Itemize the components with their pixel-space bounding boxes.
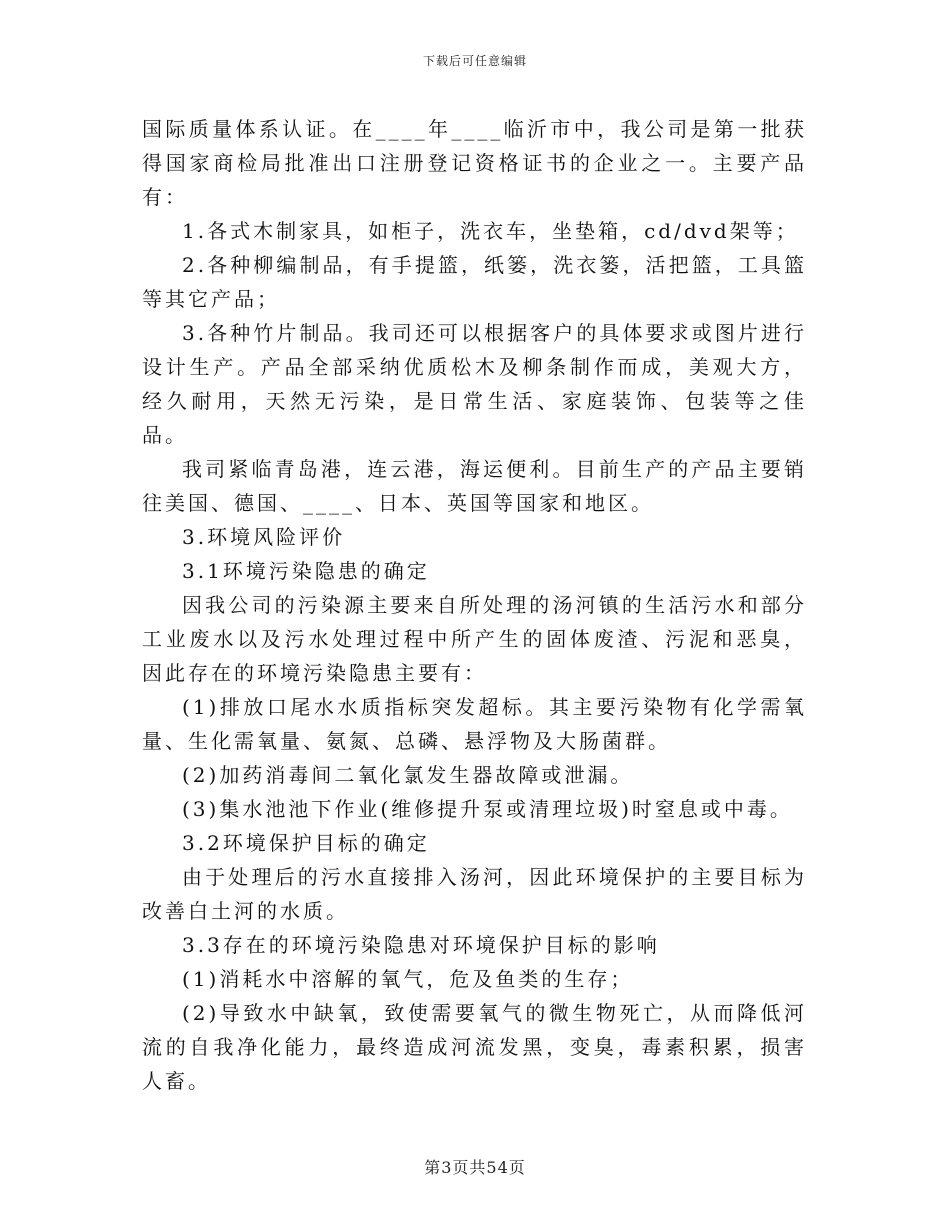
document-body (142, 112, 807, 1098)
section-heading: 3.环境风险评价 (182, 525, 346, 549)
list-item: 3.各种竹片制品。我司还可以根据客户的具体要求或图片进行设计生产。产品全部采纳优质松木及柳条制作而成，美观大方，经久耐用，天然无污染，是日常生活、家庭装饰、包装等之佳品。 (142, 321, 807, 447)
list-item: 1.各式木制家具，如柜子，洗衣车，坐垫箱，cd/dvd架等； (182, 219, 799, 243)
page-footer: 第3页共54页 (424, 1158, 526, 1177)
paragraph: 国际质量体系认证。在____年____临沂市中，我公司是第一批获得国家商检局批准出口注册登记资格证书的企业之一。主要产品有： (142, 117, 807, 209)
subsection-heading: 3.1环境污染隐患的确定 (182, 559, 430, 583)
list-item: (1)消耗水中溶解的氧气，危及鱼类的生存； (182, 967, 634, 991)
list-item: (2)导致水中缺氧，致使需要氧气的微生物死亡，从而降低河流的自我净化能力，最终造成河流发黑，变臭，毒素积累，损害人畜。 (142, 1001, 807, 1093)
list-item: (2)加药消毒间二氧化氯发生器故障或泄漏。 (182, 763, 634, 787)
list-item: 2.各种柳编制品，有手提篮，纸篓，洗衣篓，活把篮，工具篮等其它产品； (142, 253, 807, 311)
subsection-heading: 3.3存在的环境污染隐患对环境保护目标的影响 (182, 933, 660, 957)
list-item: (1)排放口尾水水质指标突发超标。其主要污染物有化学需氧量、生化需氧量、氨氮、总磷、悬浮物及大肠菌群。 (142, 695, 807, 753)
paragraph: 我司紧临青岛港，连云港，海运便利。目前生产的产品主要销往美国、德国、____、日本、英国等国家和地区。 (142, 457, 807, 515)
paragraph: 由于处理后的污水直接排入汤河，因此环境保护的主要目标为改善白土河的水质。 (142, 865, 807, 923)
page-header: 下载后可任意编辑 (422, 54, 527, 68)
list-item: (3)集水池池下作业(维修提升泵或清理垃圾)时窒息或中毒。 (182, 797, 793, 821)
paragraph: 因我公司的污染源主要来自所处理的汤河镇的生活污水和部分工业废水以及污水处理过程中所产生的固体废渣、污泥和恶臭，因此存在的环境污染隐患主要有： (142, 593, 807, 685)
subsection-heading: 3.2环境保护目标的确定 (182, 831, 430, 855)
